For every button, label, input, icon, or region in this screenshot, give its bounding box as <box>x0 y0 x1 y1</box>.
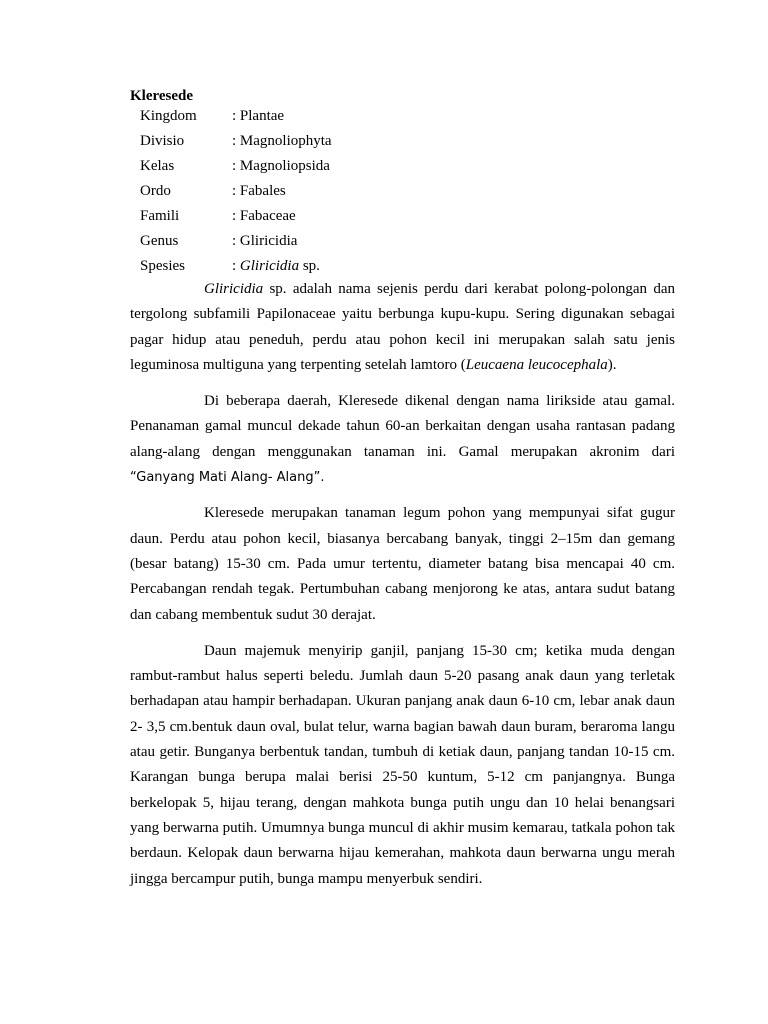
paragraph-text: Di beberapa daerah, Kleresede dikenal dengan nama lirikside atau gamal. Penanaman gamal muncul dekade tahun 60-an berkaitan dengan usaha rantasan padang alang-alang dengan menggunakan tanaman ini. Gamal merupakan akronim dari <box>130 393 675 460</box>
taxonomy-value-genus-italic: Gliricidia <box>239 258 300 274</box>
taxonomy-value: : Gliricidia <box>232 233 298 249</box>
paragraph-intro <box>130 277 675 378</box>
taxonomy-row-ordo <box>140 181 675 206</box>
taxonomy-value: : Magnoliophyta <box>232 133 332 149</box>
taxonomy-value: : Magnoliopsida <box>232 158 330 174</box>
paragraph-text: sp. adalah nama sejenis perdu dari kerabat polong-polongan dan tergolong subfamili Papilonaceae yaitu berbunga kupu-kupu. Sering digunakan sebagai pagar hidup atau peneduh, perdu atau pohon kecil ini merupakan salah satu jenis leguminosa multiguna yang terpenting setelah lamtoro ( <box>130 281 675 373</box>
genus-italic: Gliricidia <box>204 281 264 297</box>
document-page <box>130 86 675 892</box>
taxonomy-row-genus <box>140 231 675 256</box>
taxonomy-key: Spesies <box>140 258 185 274</box>
paragraph-morphology: Kleresede merupakan tanaman legum pohon yang mempunyai sifat gugur daun. Perdu atau pohon kecil, biasanya bercabang banyak, tinggi 2–15m dan gemang (besar batang) 15-30 cm. Pada umur tertentu, diameter batang bisa mencapai 40 cm. Percabangan rendah tegak. Pertumbuhan cabang menjorong ke atas, antara sudut batang dan cabang membentuk sudut 30 derajat. <box>130 505 675 623</box>
paragraph-gamal <box>130 389 675 490</box>
paragraph-leaves-flowers: Daun majemuk menyirip ganjil, panjang 15-30 cm; ketika muda dengan rambut-rambut halus seperti beledu. Jumlah daun 5-20 pasang anak daun yang terletak berhadapan atau hampir berhadapan. Ukuran panjang anak daun 6-10 cm, lebar anak daun 2- 3,5 cm.bentuk daun oval, bulat telur, warna bagian bawah daun buram, beraroma langu atau getir. Bunganya berbentuk tandan, tumbuh di ketiak daun, panjang tandan 10-15 cm. Karangan bunga berupa malai berisi 25-50 kuntum, 5-12 cm panjangnya. Bunga berkelopak 5, hijau terang, dengan mahkota bunga putih ungu dan 10 helai benangsari yang berwarna putih. Umumnya bunga muncul di akhir musim kemarau, tatkala pohon tak berdaun. Kelopak daun berwarna hijau kemerahan, mahkota daun berwarna ungu merah jingga bercampur putih, bunga mampu menyerbuk sendiri. <box>130 642 675 887</box>
taxonomy-row-divisio <box>140 131 675 156</box>
taxonomy-key: Kelas <box>140 158 175 174</box>
taxonomy-key: Famili <box>140 208 180 224</box>
taxonomy-row-kelas <box>140 156 675 181</box>
taxonomy-row-famili <box>140 206 675 231</box>
document-heading: Kleresede <box>130 88 194 104</box>
paragraph-tail: . <box>320 470 325 486</box>
taxonomy-key: Genus <box>140 233 179 249</box>
paragraph-tail: ). <box>607 356 617 373</box>
taxonomy-value: : Fabales <box>232 183 286 199</box>
acronym-quote: “Ganyang Mati Alang- Alang” <box>130 470 321 486</box>
taxonomy-value: : Plantae <box>232 108 285 124</box>
taxonomy-key: Divisio <box>140 133 185 149</box>
taxonomy-value: : Fabaceae <box>232 208 296 224</box>
taxonomy-key: Kingdom <box>140 108 197 124</box>
species-italic: Leucaena leucocephala <box>465 356 608 373</box>
taxonomy-value-suffix: sp. <box>299 258 320 274</box>
taxonomy-row-kingdom <box>140 106 675 131</box>
taxonomy-value-prefix: : <box>232 258 240 274</box>
taxonomy-key: Ordo <box>140 183 171 199</box>
taxonomy-table <box>140 106 675 281</box>
